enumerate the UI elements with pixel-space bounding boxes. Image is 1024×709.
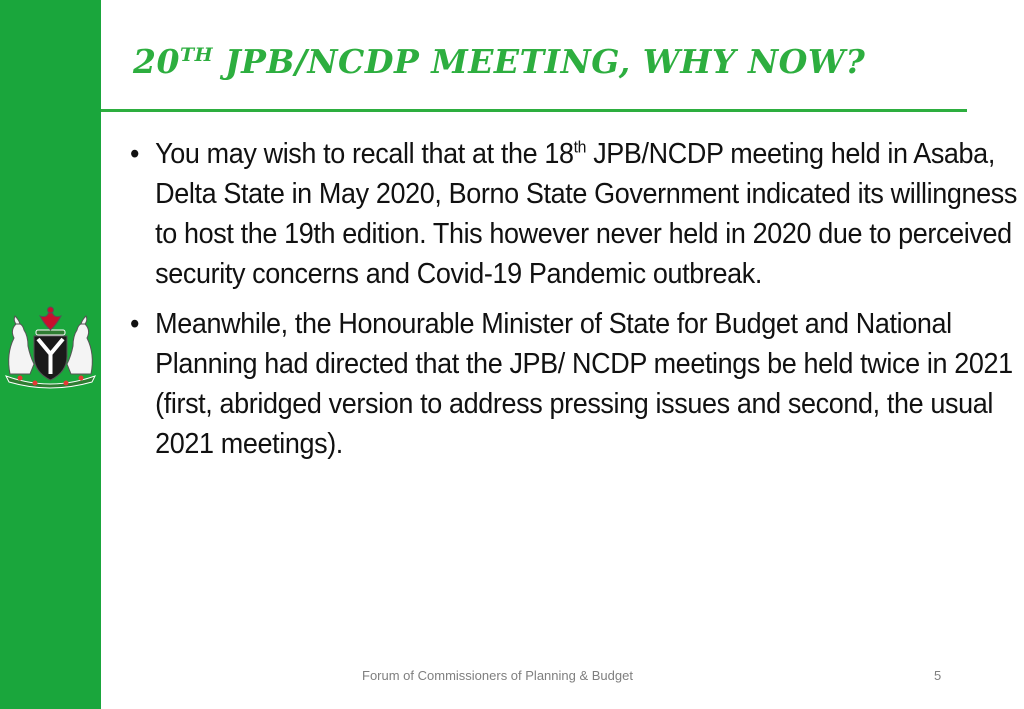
ordinal-superscript: th xyxy=(573,137,587,157)
coat-of-arms-icon xyxy=(0,294,101,394)
slide-title xyxy=(133,40,865,84)
slide-body xyxy=(130,134,1017,464)
title-superscript: TH xyxy=(179,44,214,66)
bullet-marker: • xyxy=(130,308,140,340)
bullet-marker: • xyxy=(130,138,140,170)
title-text: JPB/NCDP MEETING, WHY NOW? xyxy=(213,42,866,81)
title-number: 20 xyxy=(133,42,180,81)
bullet-text: You may wish to recall that at the 18 xyxy=(155,138,574,170)
footer-text: Forum of Commissioners of Planning & Budget xyxy=(362,668,633,683)
bullet-text: Meanwhile, the Honourable Minister of State for Budget and National Planning had directed that the JPB/ NCDP meetings be held twice in 2021 (first, abridged version to address pressing issues and second, the usual 2021 meetings). xyxy=(155,308,1013,460)
title-divider xyxy=(101,109,967,112)
bullet-text-continued: JPB/NCDP meeting held in Asaba, Delta State in May 2020, Borno State Government indicated its willingness to host the 19th edition. This however never held in 2020 due to perceived security concerns and Covid-19 Pandemic outbreak. xyxy=(155,138,1017,290)
bullet-item xyxy=(130,304,1024,464)
bullet-item xyxy=(130,134,1024,294)
page-number: 5 xyxy=(934,668,942,683)
